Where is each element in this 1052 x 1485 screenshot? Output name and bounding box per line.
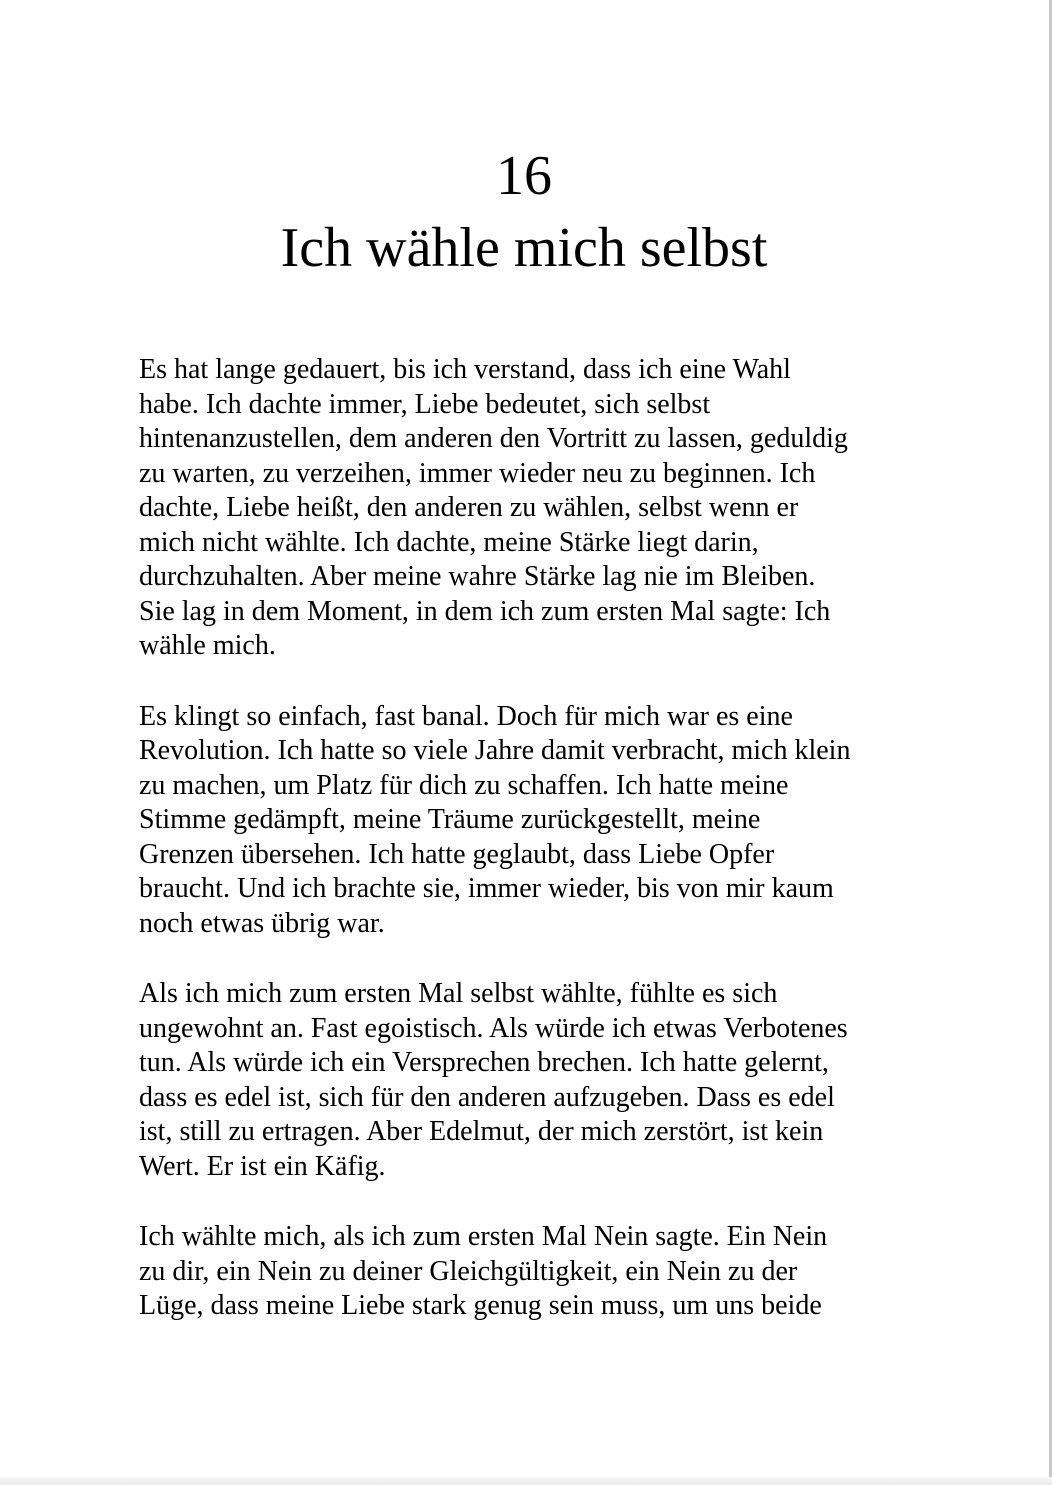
- paragraph: [139, 353, 939, 664]
- text-line: mich nicht wählte. Ich dachte, meine Stärke liegt darin,: [139, 526, 759, 558]
- text-line: Als ich mich zum ersten Mal selbst wählte, fühlte es sich: [139, 978, 778, 1009]
- text-line: hintenanzustellen, dem anderen den Vortritt zu lassen, geduldig: [139, 423, 848, 454]
- text-line: dachte, Liebe heißt, den anderen zu wählen, selbst wenn er: [139, 492, 799, 523]
- text-line: Es hat lange gedauert, bis ich verstand, dass ich eine Wahl: [139, 354, 791, 385]
- text-line: dass es edel ist, sich für den anderen aufzugeben. Dass es edel: [139, 1081, 835, 1113]
- text-line: Revolution. Ich hatte so viele Jahre damit verbracht, mich klein: [139, 735, 851, 766]
- text-line: wähle mich.: [139, 630, 276, 661]
- text-line: braucht. Und ich brachte sie, immer wieder, bis von mir kaum: [139, 873, 834, 904]
- text-line: habe. Ich dachte immer, Liebe bedeutet, sich selbst: [139, 388, 711, 420]
- text-line: Lüge, dass meine Liebe stark genug sein muss, um uns beide: [139, 1290, 822, 1321]
- text-line: noch etwas übrig war.: [139, 907, 385, 939]
- text-line: ist, still zu ertragen. Aber Edelmut, der mich zerstört, ist kein: [139, 1116, 824, 1147]
- text-line: Sie lag in dem Moment, in dem ich zum ersten Mal sagte: Ich: [139, 595, 831, 627]
- text-line: Wert. Er ist ein Käfig.: [139, 1150, 386, 1182]
- text-line: Grenzen übersehen. Ich hatte geglaubt, dass Liebe Opfer: [139, 838, 775, 870]
- paragraph: [139, 1220, 939, 1324]
- paragraph: [139, 700, 939, 942]
- text-line: Ich wählte mich, als ich zum ersten Mal Nein sagte. Ein Nein: [139, 1221, 828, 1252]
- text-line: zu dir, ein Nein zu deiner Gleichgültigkeit, ein Nein zu der: [139, 1255, 798, 1287]
- page-body: [139, 353, 939, 1324]
- text-line: zu machen, um Platz für dich zu schaffen. Ich hatte meine: [139, 769, 789, 801]
- chapter-title: Ich wähle mich selbst: [280, 217, 768, 279]
- text-line: tun. Als würde ich ein Versprechen brechen. Ich hatte gelernt,: [139, 1047, 829, 1078]
- bottom-page-strip: [0, 1477, 1052, 1485]
- paragraph: [139, 977, 939, 1184]
- text-line: durchzuhalten. Aber meine wahre Stärke lag nie im Bleiben.: [139, 561, 816, 592]
- text-line: ungewohnt an. Fast egoistisch. Als würde ich etwas Verbotenes: [139, 1012, 848, 1044]
- text-line: Stimme gedämpft, meine Träume zurückgestellt, meine: [139, 804, 761, 835]
- chapter-number: 16: [496, 145, 552, 207]
- text-line: zu warten, zu verzeihen, immer wieder neu zu beginnen. Ich: [139, 457, 816, 489]
- text-line: Es klingt so einfach, fast banal. Doch für mich war es eine: [139, 700, 793, 732]
